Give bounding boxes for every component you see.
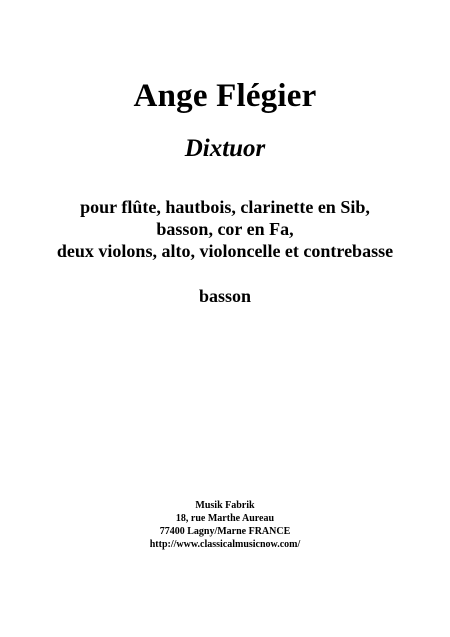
publisher-city: 77400 Lagny/Marne FRANCE bbox=[159, 526, 291, 537]
instrumentation-line: deux violons, alto, violoncelle et contrebasse bbox=[56, 241, 394, 261]
instrumentation-line: pour flûte, hautbois, clarinette en Sib, bbox=[80, 197, 370, 217]
instrumentation-line: basson, cor en Fa, bbox=[156, 219, 294, 239]
publisher-url: http://www.classicalmusicnow.com/ bbox=[149, 539, 301, 550]
part-name: basson bbox=[198, 286, 252, 306]
publisher-name: Musik Fabrik bbox=[195, 500, 255, 511]
publisher-block bbox=[0, 499, 450, 551]
publisher-street: 18, rue Marthe Aureau bbox=[175, 513, 275, 524]
instrumentation-block bbox=[0, 196, 450, 262]
work-title: Dixtuor bbox=[184, 135, 266, 162]
composer-name: Ange Flégier bbox=[133, 78, 317, 114]
